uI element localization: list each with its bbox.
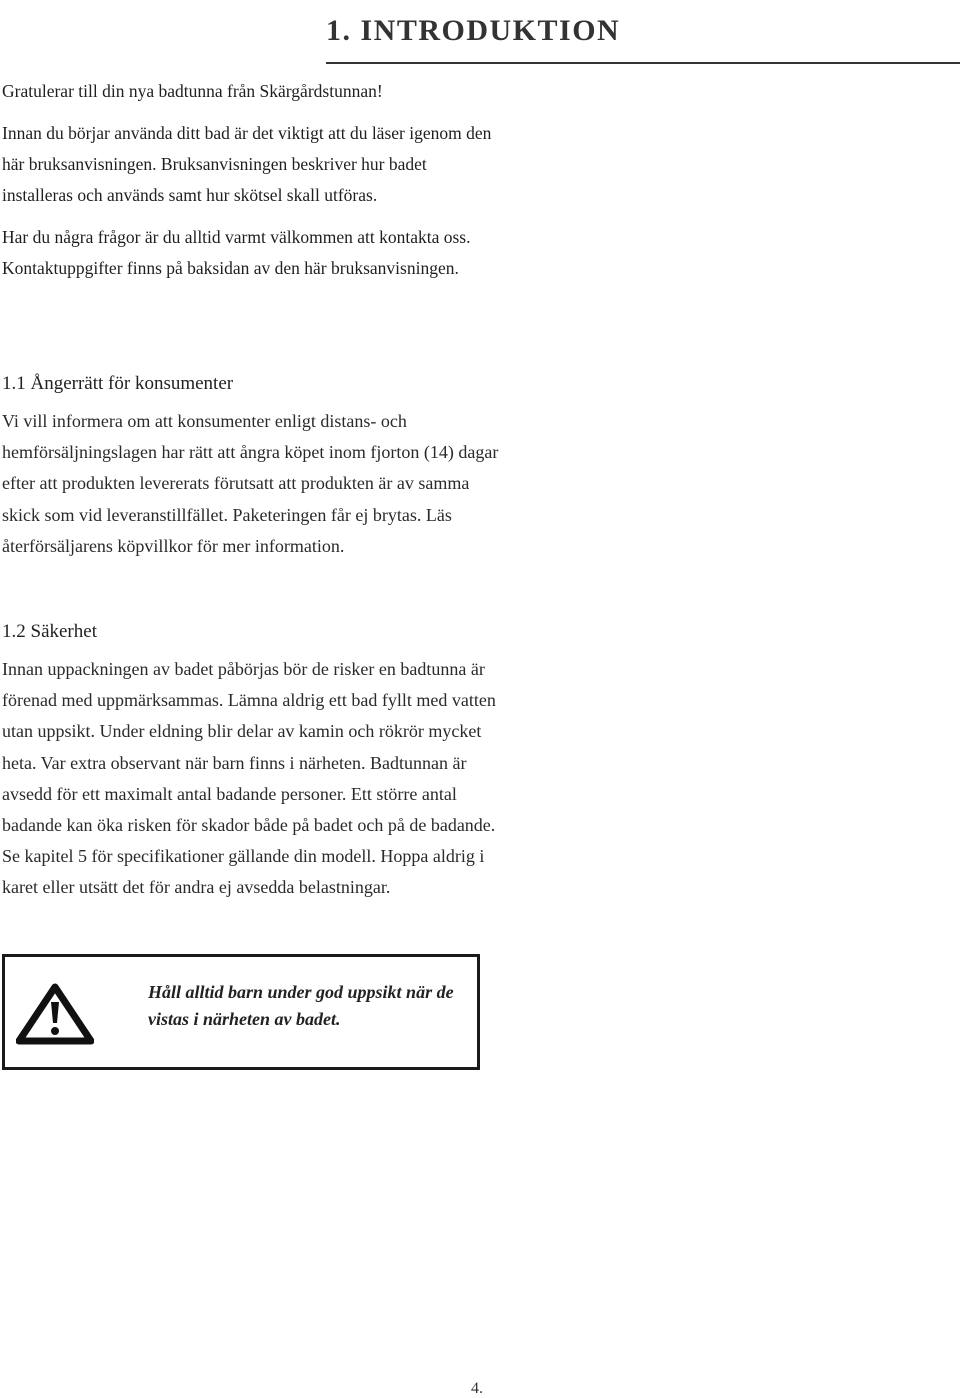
chapter-title: 1. INTRODUKTION — [326, 14, 621, 47]
section-safety — [2, 617, 502, 904]
intro-paragraph: Gratulerar till din nya badtunna från Skärgårdstunnan! — [2, 81, 383, 101]
intro-paragraph: Innan du börjar använda ditt bad är det viktigt att du läser igenom den här bruksanvisningen. Bruksanvisningen beskriver hur badet installeras och används samt hur skötsel skall utföras. — [2, 123, 492, 205]
warning-triangle-icon — [16, 983, 94, 1050]
section-withdrawal-right — [2, 369, 502, 562]
intro-paragraph: Har du några frågor är du alltid varmt välkommen att kontakta oss. Kontaktuppgifter finns på baksidan av den här bruksanvisningen. — [2, 227, 471, 278]
section-text: Innan uppackningen av badet påbörjas bör de risker en badtunna är förenad med uppmärksammas. Lämna aldrig ett bad fyllt med vatten utan uppsikt. Under eldning blir delar av kamin och rökrör mycket heta. Var extra observant när barn finns i närheten. Badtunnan är avsedd för ett maximalt antal badande personer. Ett större antal badande kan öka risken för skador både på badet och på de badande. Se kapitel 5 för specifikationer gällande din modell. Hoppa aldrig i karet eller utsätt det för andra ej avsedda belastningar. — [2, 659, 496, 898]
warning-box — [2, 954, 480, 1070]
section-heading: 1.2 Säkerhet — [2, 621, 97, 642]
warning-text: Håll alltid barn under god uppsikt när de vistas i närheten av badet. — [148, 982, 454, 1029]
section-heading: 1.1 Ångerrätt för konsumenter — [2, 373, 234, 394]
title-rule — [326, 62, 960, 64]
page-number: 4. — [471, 1380, 483, 1397]
section-text: Vi vill informera om att konsumenter enligt distans- och hemförsäljningslagen har rätt att ångra köpet inom fjorton (14) dagar efter att produkten levererats förutsatt att produkten är av samma skick som vid leveranstillfället. Paketeringen får ej brytas. Läs återförsäljarens köpvillkor för mer information. — [2, 411, 499, 556]
intro-section — [2, 76, 492, 295]
